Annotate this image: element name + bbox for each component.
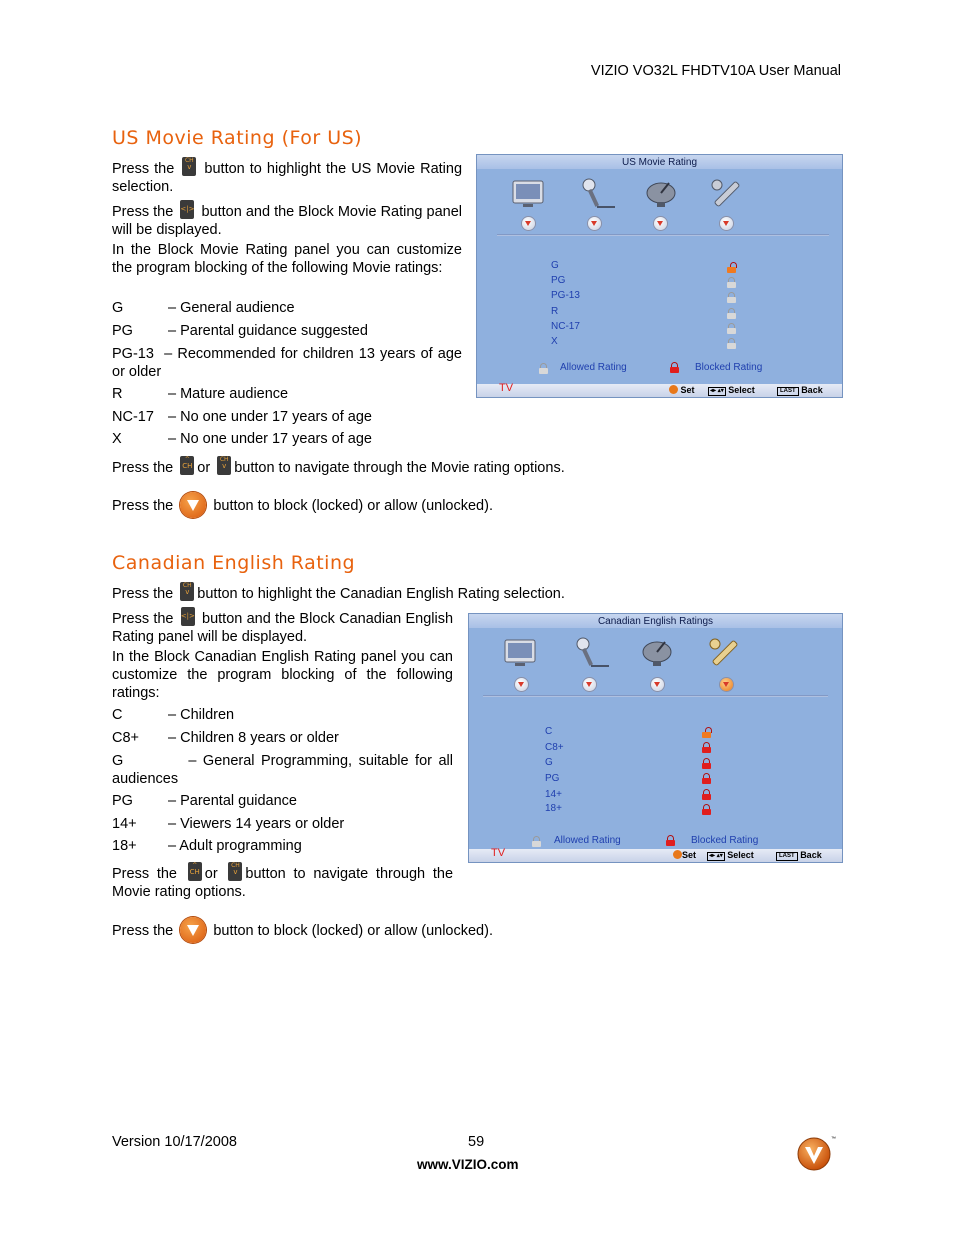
audio-microphone-icon xyxy=(567,636,611,670)
rating-desc: – Parental guidance xyxy=(168,793,297,809)
rating-option[interactable]: C xyxy=(545,726,553,737)
footer-version: Version 10/17/2008 xyxy=(112,1134,237,1150)
menu-audio-arrow-icon xyxy=(583,678,596,691)
volume-key-icon: <|> xyxy=(181,607,195,626)
setup-wrench-icon xyxy=(703,636,747,670)
ca-paragraph-customize: In the Block Canadian English Rating panel you can customize the program blocking of the following ratings: xyxy=(112,649,453,701)
rating-option[interactable]: NC-17 xyxy=(551,321,580,332)
us-paragraph-navigate xyxy=(112,456,565,477)
set-button-icon xyxy=(673,850,682,859)
text: Press the xyxy=(112,586,174,602)
allowed-legend: Allowed Rating xyxy=(554,835,621,846)
navigate-keys-icon: ◂▸ ▴▾ xyxy=(709,853,723,859)
text: button to block (locked) or allow (unlocked). xyxy=(213,923,493,939)
text: button and the Block Canadian English Rating panel will be displayed. xyxy=(112,611,454,645)
locked-icon[interactable] xyxy=(702,804,711,815)
ca-paragraph-block-panel xyxy=(112,607,453,646)
us-paragraph-block xyxy=(112,492,493,518)
screen-title: Canadian English Ratings xyxy=(597,616,714,627)
us-movie-rating-heading: US Movie Rating (For US) xyxy=(112,127,363,149)
vizio-logo xyxy=(797,1137,831,1171)
channel-up-key-icon: ^ CH xyxy=(188,862,202,881)
divider xyxy=(497,234,829,236)
set-button-icon xyxy=(669,385,678,394)
screen-title: US Movie Rating xyxy=(621,157,698,168)
text: button to navigate through the Movie rating options. xyxy=(234,460,565,476)
rating-desc: – No one under 17 years of age xyxy=(168,431,372,447)
text: or xyxy=(204,866,218,882)
last-key-icon: LAST xyxy=(776,852,798,861)
text: button to navigate through the Movie rating options. xyxy=(112,866,454,900)
satellite-dish-icon xyxy=(639,177,683,211)
vizio-logo-icon xyxy=(797,1137,831,1171)
allowed-legend-icon xyxy=(539,363,548,374)
unlocked-icon[interactable] xyxy=(727,277,736,288)
help-set xyxy=(669,385,695,395)
ca-paragraph-block xyxy=(112,917,493,943)
volume-key-icon: <|> xyxy=(180,200,194,219)
text: Select xyxy=(728,385,755,395)
allowed-legend: Allowed Rating xyxy=(560,362,627,373)
locked-icon[interactable] xyxy=(702,758,711,769)
rating-option[interactable]: PG xyxy=(545,773,560,784)
us-paragraph-highlight xyxy=(112,157,462,196)
text: Press the xyxy=(112,204,174,220)
unlocked-selected-icon[interactable] xyxy=(702,727,711,738)
us-paragraph-block-panel xyxy=(112,200,462,239)
rating-option[interactable]: PG xyxy=(551,275,566,286)
unlocked-icon[interactable] xyxy=(727,292,736,303)
setup-wrench-icon xyxy=(705,177,749,211)
rating-desc: – No one under 17 years of age xyxy=(168,409,372,425)
rating-code: C8+ xyxy=(112,730,140,746)
vizio-menu-button-icon xyxy=(180,917,206,943)
rating-code: G xyxy=(112,753,124,769)
help-set xyxy=(673,850,696,860)
rating-desc: – General Programming, suitable for all audiences xyxy=(112,753,453,787)
rating-desc: – Mature audience xyxy=(168,386,289,402)
canadian-english-rating-heading: Canadian English Rating xyxy=(112,552,356,574)
rating-desc: – Adult programming xyxy=(168,838,302,854)
rating-option[interactable]: G xyxy=(551,260,559,271)
tv-source-label: TV xyxy=(499,382,514,394)
text: Press the xyxy=(112,866,177,882)
canadian-english-rating-screen xyxy=(468,613,843,863)
manual-title: VIZIO VO32L FHDTV10A User Manual xyxy=(590,63,841,79)
menu-setup-arrow-icon xyxy=(720,217,733,230)
text: Press the xyxy=(112,460,174,476)
us-paragraph-customize: In the Block Movie Rating panel you can customize the program blocking of the following Movie ratings: xyxy=(112,242,462,276)
satellite-dish-icon xyxy=(635,636,679,670)
menu-picture-arrow-icon xyxy=(522,217,535,230)
rating-option[interactable]: G xyxy=(545,757,553,768)
rating-option[interactable]: R xyxy=(551,306,559,317)
rating-desc: – Children 8 years or older xyxy=(168,730,339,746)
menu-tv-arrow-icon xyxy=(651,678,664,691)
page-number: 59 xyxy=(468,1134,485,1150)
rating-option[interactable]: X xyxy=(551,336,558,347)
unlocked-icon[interactable] xyxy=(727,308,736,319)
channel-up-key-icon: ^ CH xyxy=(180,456,194,475)
text: Press the xyxy=(112,923,174,939)
us-ratings-list xyxy=(112,299,462,449)
text: Back xyxy=(801,385,823,395)
text: Back xyxy=(800,850,822,860)
text: Press the xyxy=(112,611,174,627)
rating-option[interactable]: 14+ xyxy=(545,789,562,800)
vizio-menu-button-icon xyxy=(180,492,206,518)
rating-code: G xyxy=(112,300,124,316)
text: or xyxy=(197,460,211,476)
text: Press the xyxy=(112,498,174,514)
help-select xyxy=(708,385,755,396)
locked-icon[interactable] xyxy=(702,773,711,784)
blocked-legend-icon xyxy=(666,835,675,846)
ca-paragraph-navigate xyxy=(112,862,453,901)
channel-key-icon: CH v xyxy=(180,582,194,601)
us-movie-rating-screen xyxy=(476,154,843,398)
channel-down-key-icon: CH v xyxy=(228,862,242,881)
unlocked-selected-icon[interactable] xyxy=(727,262,736,273)
tv-picture-icon xyxy=(507,177,551,211)
list-item xyxy=(112,752,453,788)
rating-code: PG xyxy=(112,793,133,809)
text: Select xyxy=(727,850,754,860)
text: Press the xyxy=(112,161,175,177)
rating-code: PG xyxy=(112,323,133,339)
text: button to highlight the Canadian English Rating selection. xyxy=(197,586,565,602)
locked-icon[interactable] xyxy=(702,789,711,800)
footer-url[interactable]: www.VIZIO.com xyxy=(417,1157,519,1172)
rating-desc: – Viewers 14 years or older xyxy=(168,816,345,832)
channel-key-icon: CH v xyxy=(182,157,196,176)
unlocked-icon[interactable] xyxy=(727,338,736,349)
text: button to block (locked) or allow (unlocked). xyxy=(213,498,493,514)
menu-tv-arrow-icon xyxy=(654,217,667,230)
text: button and the Block Movie Rating panel will be displayed. xyxy=(112,204,463,238)
menu-setup-arrow-selected-icon xyxy=(720,678,733,691)
trademark-mark: ™ xyxy=(831,1136,836,1142)
allowed-legend-icon xyxy=(532,836,541,847)
rating-code: PG-13 xyxy=(112,346,154,362)
navigate-keys-icon: ◂▸ ▴▾ xyxy=(710,388,724,394)
help-back xyxy=(777,385,823,396)
text: Set xyxy=(680,385,695,395)
locked-icon[interactable] xyxy=(702,742,711,753)
ca-paragraph-highlight xyxy=(112,582,565,603)
audio-microphone-icon xyxy=(573,177,617,211)
text: Set xyxy=(682,850,697,860)
text: button to highlight the US Movie Rating selection. xyxy=(112,161,463,195)
rating-option[interactable]: PG-13 xyxy=(551,290,580,301)
divider xyxy=(483,695,828,697)
rating-code: NC-17 xyxy=(112,409,154,425)
tv-picture-icon xyxy=(499,636,543,670)
blocked-legend: Blocked Rating xyxy=(691,835,759,846)
rating-code: X xyxy=(112,431,122,447)
rating-code: R xyxy=(112,386,123,402)
last-key-icon: LAST xyxy=(777,387,799,396)
rating-code: C xyxy=(112,707,123,723)
blocked-legend-icon xyxy=(670,362,679,373)
tv-source-label: TV xyxy=(491,847,506,859)
channel-down-key-icon: CH v xyxy=(217,456,231,475)
menu-audio-arrow-icon xyxy=(588,217,601,230)
rating-code: 18+ xyxy=(112,838,137,854)
help-select xyxy=(707,850,754,861)
rating-option[interactable]: 18+ xyxy=(545,803,562,814)
help-back xyxy=(776,850,822,861)
rating-code: 14+ xyxy=(112,816,137,832)
list-item xyxy=(112,345,462,381)
menu-picture-arrow-icon xyxy=(515,678,528,691)
rating-desc: – Recommended for children 13 years of age or older xyxy=(112,346,462,380)
rating-desc: – General audience xyxy=(168,300,295,316)
unlocked-icon[interactable] xyxy=(727,323,736,334)
rating-desc: – Parental guidance suggested xyxy=(168,323,368,339)
rating-desc: – Children xyxy=(168,707,235,723)
rating-option[interactable]: C8+ xyxy=(545,742,564,753)
blocked-legend: Blocked Rating xyxy=(695,362,763,373)
ca-ratings-list xyxy=(112,706,453,856)
